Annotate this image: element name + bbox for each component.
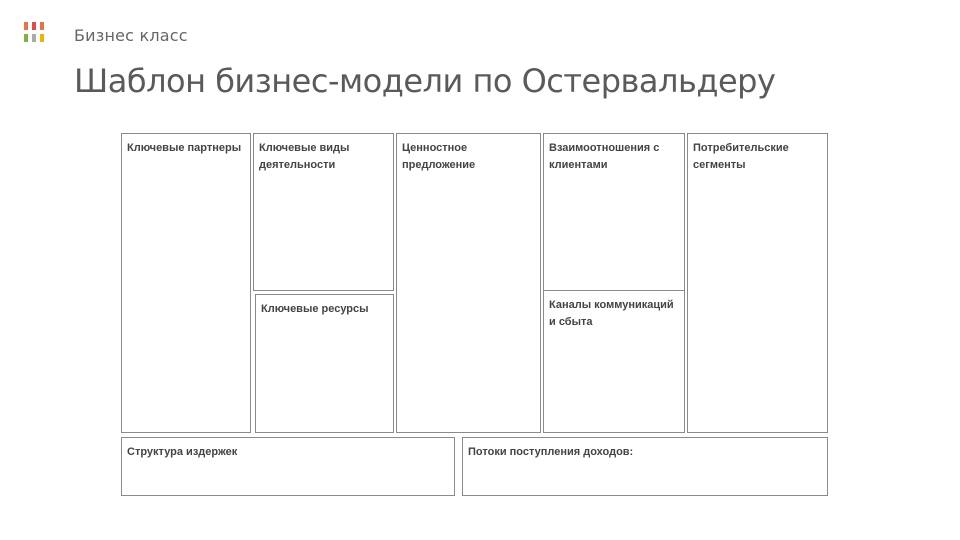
value-proposition-label: Ценностное предложение (402, 142, 476, 171)
key-activities-box (253, 133, 394, 291)
customer-segments-box (687, 133, 828, 433)
logo-bar (24, 22, 28, 30)
channels-label: Каналы коммуникаций и сбыта (549, 299, 674, 328)
logo-bar (32, 22, 36, 30)
key-activities-label: Ключевые виды деятельности (259, 142, 350, 171)
brand-name: Бизнес класс (74, 26, 188, 45)
customer-relationships-box (543, 133, 685, 291)
key-resources-label: Ключевые ресурсы (261, 303, 369, 315)
channels-box (543, 290, 685, 433)
cost-structure-box (121, 437, 455, 496)
customer-relationships-label: Взаимоотношения с клиентами (549, 142, 660, 171)
key-resources-box (255, 294, 394, 433)
value-proposition-box (396, 133, 541, 433)
logo-bar (24, 34, 28, 42)
logo-bar (40, 22, 44, 30)
page-title: Шаблон бизнес-модели по Остервальдеру (74, 62, 776, 100)
logo-bar (32, 34, 36, 42)
cost-structure-label: Структура издержек (127, 446, 238, 458)
revenue-streams-label: Потоки поступления доходов: (468, 446, 634, 458)
brand-logo-icon (24, 22, 48, 48)
key-partners-box (121, 133, 251, 433)
revenue-streams-box (462, 437, 828, 496)
customer-segments-label: Потребительские сегменты (693, 142, 789, 171)
logo-bar (40, 34, 44, 42)
key-partners-label: Ключевые партнеры (127, 142, 242, 154)
